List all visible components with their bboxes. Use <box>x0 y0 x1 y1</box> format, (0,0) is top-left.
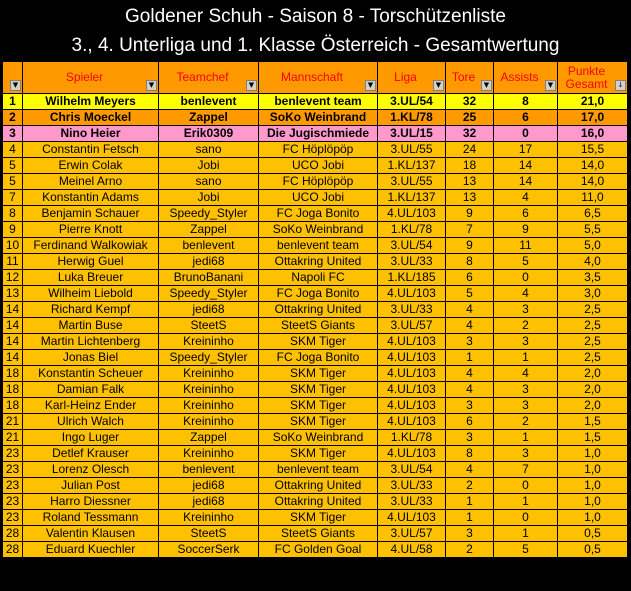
cell-spieler[interactable]: Wilhelm Meyers <box>23 94 159 110</box>
header-label: Tore <box>451 70 476 84</box>
title-line-2: 3., 4. Unterliga und 1. Klasse Österreich - Gesamtwertung <box>71 35 560 56</box>
cell-rank[interactable]: 28 <box>3 526 23 542</box>
header-teamchef[interactable] <box>159 62 259 94</box>
cell-rank[interactable]: 23 <box>3 494 23 510</box>
cell-tore[interactable]: 8 <box>446 254 494 270</box>
table-row <box>3 270 628 286</box>
cell-spieler[interactable]: Chris Moeckel <box>23 110 159 126</box>
cell-tore[interactable]: 7 <box>446 222 494 238</box>
cell-mannschaft[interactable]: SteetS Giants <box>259 318 378 334</box>
table-row <box>3 238 628 254</box>
cell-rank[interactable]: 9 <box>3 222 23 238</box>
cell-mannschaft[interactable]: FC Golden Goal <box>259 542 378 558</box>
cell-punkte[interactable]: 0,5 <box>558 542 628 558</box>
cell-rank[interactable]: 23 <box>3 478 23 494</box>
cell-teamchef[interactable]: Zappel <box>159 110 259 126</box>
cell-punkte[interactable]: 11,0 <box>558 190 628 206</box>
cell-liga[interactable]: 4.UL/103 <box>378 398 446 414</box>
cell-liga[interactable]: 3.UL/33 <box>378 302 446 318</box>
cell-punkte[interactable]: 3,5 <box>558 270 628 286</box>
cell-rank[interactable]: 14 <box>3 318 23 334</box>
cell-teamchef[interactable]: Erik0309 <box>159 126 259 142</box>
header-label: Assists <box>500 70 539 84</box>
cell-punkte[interactable]: 17,0 <box>558 110 628 126</box>
cell-teamchef[interactable]: Kreininho <box>159 398 259 414</box>
cell-teamchef[interactable]: Zappel <box>159 430 259 446</box>
cell-spieler[interactable]: Harro Diessner <box>23 494 159 510</box>
cell-spieler[interactable]: Lorenz Olesch <box>23 462 159 478</box>
header-mannschaft[interactable] <box>259 62 378 94</box>
cell-spieler[interactable]: Detlef Krauser <box>23 446 159 462</box>
cell-liga[interactable]: 4.UL/103 <box>378 382 446 398</box>
cell-rank[interactable]: 4 <box>3 142 23 158</box>
table-row <box>3 542 628 558</box>
cell-mannschaft[interactable]: FC Höplöpöp <box>259 142 378 158</box>
header-label: Teamchef <box>176 70 229 84</box>
cell-tore[interactable]: 6 <box>446 270 494 286</box>
table-row <box>3 350 628 366</box>
cell-mannschaft[interactable]: Ottakring United <box>259 254 378 270</box>
cell-tore[interactable]: 1 <box>446 494 494 510</box>
cell-assists[interactable]: 14 <box>494 174 558 190</box>
cell-teamchef[interactable]: BrunoBanani <box>159 270 259 286</box>
cell-assists[interactable]: 3 <box>494 446 558 462</box>
cell-spieler[interactable]: Konstantin Scheuer <box>23 366 159 382</box>
cell-liga[interactable]: 4.UL/103 <box>378 206 446 222</box>
cell-punkte[interactable]: 14,0 <box>558 174 628 190</box>
cell-rank[interactable]: 14 <box>3 350 23 366</box>
header-label: Punkte Gesamt <box>565 63 608 91</box>
cell-punkte[interactable]: 1,5 <box>558 430 628 446</box>
cell-mannschaft[interactable]: SoKo Weinbrand <box>259 110 378 126</box>
cell-tore[interactable]: 1 <box>446 350 494 366</box>
cell-teamchef[interactable]: Jobi <box>159 158 259 174</box>
table-row <box>3 526 628 542</box>
cell-teamchef[interactable]: jedi68 <box>159 302 259 318</box>
cell-punkte[interactable]: 0,5 <box>558 526 628 542</box>
cell-punkte[interactable]: 5,5 <box>558 222 628 238</box>
cell-assists[interactable]: 2 <box>494 318 558 334</box>
cell-mannschaft[interactable]: benlevent team <box>259 238 378 254</box>
cell-liga[interactable]: 1.KL/137 <box>378 158 446 174</box>
header-rank[interactable] <box>3 62 23 94</box>
cell-mannschaft[interactable]: SKM Tiger <box>259 382 378 398</box>
cell-assists[interactable]: 0 <box>494 126 558 142</box>
cell-mannschaft[interactable]: SteetS Giants <box>259 526 378 542</box>
cell-spieler[interactable]: Ulrich Walch <box>23 414 159 430</box>
table-row <box>3 94 628 110</box>
cell-punkte[interactable]: 21,0 <box>558 94 628 110</box>
cell-mannschaft[interactable]: FC Joga Bonito <box>259 206 378 222</box>
cell-liga[interactable]: 4.UL/103 <box>378 446 446 462</box>
header-spieler[interactable] <box>23 62 159 94</box>
filter-dropdown-icon[interactable]: ▼ <box>246 80 257 91</box>
cell-liga[interactable]: 1.KL/137 <box>378 190 446 206</box>
cell-punkte[interactable]: 1,0 <box>558 462 628 478</box>
cell-mannschaft[interactable]: Die Jugischmiede <box>259 126 378 142</box>
cell-assists[interactable]: 17 <box>494 142 558 158</box>
cell-liga[interactable]: 3.UL/33 <box>378 478 446 494</box>
cell-tore[interactable]: 4 <box>446 382 494 398</box>
cell-tore[interactable]: 13 <box>446 174 494 190</box>
cell-mannschaft[interactable]: SoKo Weinbrand <box>259 430 378 446</box>
cell-punkte[interactable]: 14,0 <box>558 158 628 174</box>
sort-descending-icon[interactable]: ↓ <box>615 80 626 91</box>
cell-teamchef[interactable]: jedi68 <box>159 478 259 494</box>
cell-rank[interactable]: 10 <box>3 238 23 254</box>
cell-rank[interactable]: 7 <box>3 190 23 206</box>
cell-spieler[interactable]: Meinel Arno <box>23 174 159 190</box>
header-label: Mannschaft <box>280 70 344 84</box>
cell-tore[interactable]: 32 <box>446 94 494 110</box>
cell-punkte[interactable]: 2,5 <box>558 302 628 318</box>
cell-liga[interactable]: 3.UL/55 <box>378 174 446 190</box>
cell-mannschaft[interactable]: UCO Jobi <box>259 190 378 206</box>
filter-dropdown-icon[interactable]: ▼ <box>545 80 556 91</box>
cell-teamchef[interactable]: sano <box>159 174 259 190</box>
cell-spieler[interactable]: Nino Heier <box>23 126 159 142</box>
cell-rank[interactable]: 13 <box>3 286 23 302</box>
filter-dropdown-icon[interactable]: ▼ <box>481 80 492 91</box>
cell-mannschaft[interactable]: SKM Tiger <box>259 366 378 382</box>
table-row <box>3 158 628 174</box>
cell-liga[interactable]: 3.UL/57 <box>378 318 446 334</box>
cell-rank[interactable]: 12 <box>3 270 23 286</box>
cell-liga[interactable]: 4.UL/103 <box>378 510 446 526</box>
header-label: Spieler <box>65 70 104 84</box>
cell-mannschaft[interactable]: Ottakring United <box>259 302 378 318</box>
cell-mannschaft[interactable]: SKM Tiger <box>259 446 378 462</box>
table-row <box>3 510 628 526</box>
header-tore[interactable] <box>446 62 494 94</box>
cell-assists[interactable]: 5 <box>494 254 558 270</box>
cell-rank[interactable]: 18 <box>3 366 23 382</box>
cell-tore[interactable]: 9 <box>446 206 494 222</box>
filter-dropdown-icon[interactable]: ▼ <box>365 80 376 91</box>
cell-tore[interactable]: 2 <box>446 478 494 494</box>
cell-liga[interactable]: 3.UL/54 <box>378 238 446 254</box>
cell-spieler[interactable]: Valentin Klausen <box>23 526 159 542</box>
cell-assists[interactable]: 2 <box>494 414 558 430</box>
cell-assists[interactable]: 0 <box>494 478 558 494</box>
cell-liga[interactable]: 3.UL/55 <box>378 142 446 158</box>
cell-spieler[interactable]: Konstantin Adams <box>23 190 159 206</box>
table-row <box>3 494 628 510</box>
cell-rank[interactable]: 23 <box>3 510 23 526</box>
cell-assists[interactable]: 4 <box>494 286 558 302</box>
cell-tore[interactable]: 32 <box>446 126 494 142</box>
cell-tore[interactable]: 25 <box>446 110 494 126</box>
cell-tore[interactable]: 9 <box>446 238 494 254</box>
cell-teamchef[interactable]: benlevent <box>159 94 259 110</box>
cell-liga[interactable]: 4.UL/103 <box>378 414 446 430</box>
cell-mannschaft[interactable]: Napoli FC <box>259 270 378 286</box>
cell-assists[interactable]: 1 <box>494 526 558 542</box>
cell-rank[interactable]: 18 <box>3 382 23 398</box>
table-body <box>3 94 628 558</box>
cell-spieler[interactable]: Martin Lichtenberg <box>23 334 159 350</box>
cell-teamchef[interactable]: SteetS <box>159 318 259 334</box>
table-row <box>3 462 628 478</box>
table-row <box>3 430 628 446</box>
cell-teamchef[interactable]: SoccerSerk <box>159 542 259 558</box>
table-row <box>3 302 628 318</box>
cell-assists[interactable]: 6 <box>494 206 558 222</box>
cell-spieler[interactable]: Richard Kempf <box>23 302 159 318</box>
filter-dropdown-icon[interactable]: ▼ <box>433 80 444 91</box>
table-row <box>3 110 628 126</box>
cell-mannschaft[interactable]: SoKo Weinbrand <box>259 222 378 238</box>
table-row <box>3 286 628 302</box>
cell-tore[interactable]: 18 <box>446 158 494 174</box>
cell-rank[interactable]: 5 <box>3 158 23 174</box>
cell-rank[interactable]: 23 <box>3 462 23 478</box>
cell-rank[interactable]: 11 <box>3 254 23 270</box>
cell-spieler[interactable]: Damian Falk <box>23 382 159 398</box>
cell-assists[interactable]: 3 <box>494 302 558 318</box>
cell-assists[interactable]: 3 <box>494 398 558 414</box>
cell-spieler[interactable]: Julian Post <box>23 478 159 494</box>
cell-liga[interactable]: 4.UL/103 <box>378 366 446 382</box>
cell-punkte[interactable]: 6,5 <box>558 206 628 222</box>
cell-teamchef[interactable]: Speedy_Styler <box>159 206 259 222</box>
cell-liga[interactable]: 4.UL/103 <box>378 334 446 350</box>
cell-assists[interactable]: 9 <box>494 222 558 238</box>
cell-rank[interactable]: 5 <box>3 174 23 190</box>
table-row <box>3 334 628 350</box>
cell-spieler[interactable]: Roland Tessmann <box>23 510 159 526</box>
cell-mannschaft[interactable]: benlevent team <box>259 462 378 478</box>
cell-tore[interactable]: 4 <box>446 462 494 478</box>
table-row <box>3 382 628 398</box>
cell-tore[interactable]: 3 <box>446 398 494 414</box>
cell-spieler[interactable]: Wilheim Liebold <box>23 286 159 302</box>
cell-assists[interactable]: 4 <box>494 366 558 382</box>
cell-mannschaft[interactable]: SKM Tiger <box>259 510 378 526</box>
cell-punkte[interactable]: 2,0 <box>558 366 628 382</box>
cell-assists[interactable]: 4 <box>494 190 558 206</box>
cell-assists[interactable]: 3 <box>494 334 558 350</box>
cell-tore[interactable]: 3 <box>446 430 494 446</box>
cell-punkte[interactable]: 3,0 <box>558 286 628 302</box>
cell-punkte[interactable]: 2,5 <box>558 350 628 366</box>
cell-assists[interactable]: 5 <box>494 542 558 558</box>
table-row <box>3 478 628 494</box>
table-row <box>3 254 628 270</box>
cell-punkte[interactable]: 2,0 <box>558 398 628 414</box>
cell-teamchef[interactable]: Jobi <box>159 190 259 206</box>
cell-rank[interactable]: 3 <box>3 126 23 142</box>
cell-teamchef[interactable]: Zappel <box>159 222 259 238</box>
header-liga[interactable] <box>378 62 446 94</box>
cell-teamchef[interactable]: Kreininho <box>159 446 259 462</box>
cell-teamchef[interactable]: Kreininho <box>159 366 259 382</box>
cell-punkte[interactable]: 1,0 <box>558 510 628 526</box>
cell-assists[interactable]: 7 <box>494 462 558 478</box>
cell-spieler[interactable]: Herwig Guel <box>23 254 159 270</box>
cell-punkte[interactable]: 1,5 <box>558 414 628 430</box>
cell-rank[interactable]: 14 <box>3 302 23 318</box>
cell-teamchef[interactable]: Kreininho <box>159 510 259 526</box>
cell-teamchef[interactable]: benlevent <box>159 462 259 478</box>
cell-teamchef[interactable]: jedi68 <box>159 494 259 510</box>
cell-rank[interactable]: 8 <box>3 206 23 222</box>
cell-mannschaft[interactable]: SKM Tiger <box>259 334 378 350</box>
table-row <box>3 446 628 462</box>
cell-liga[interactable]: 3.UL/54 <box>378 94 446 110</box>
cell-teamchef[interactable]: Kreininho <box>159 334 259 350</box>
cell-assists[interactable]: 1 <box>494 350 558 366</box>
cell-teamchef[interactable]: Speedy_Styler <box>159 350 259 366</box>
cell-spieler[interactable]: Pierre Knott <box>23 222 159 238</box>
cell-teamchef[interactable]: Kreininho <box>159 414 259 430</box>
cell-assists[interactable]: 11 <box>494 238 558 254</box>
cell-assists[interactable]: 0 <box>494 510 558 526</box>
cell-liga[interactable]: 4.UL/58 <box>378 542 446 558</box>
table-row <box>3 398 628 414</box>
table-row <box>3 142 628 158</box>
cell-punkte[interactable]: 16,0 <box>558 126 628 142</box>
filter-dropdown-icon[interactable]: ▼ <box>10 80 21 91</box>
cell-spieler[interactable]: Benjamin Schauer <box>23 206 159 222</box>
cell-tore[interactable]: 5 <box>446 286 494 302</box>
cell-spieler[interactable]: Luka Breuer <box>23 270 159 286</box>
cell-punkte[interactable]: 5,0 <box>558 238 628 254</box>
cell-tore[interactable]: 3 <box>446 334 494 350</box>
cell-punkte[interactable]: 4,0 <box>558 254 628 270</box>
cell-teamchef[interactable]: SteetS <box>159 526 259 542</box>
cell-tore[interactable]: 13 <box>446 190 494 206</box>
cell-mannschaft[interactable]: Ottakring United <box>259 494 378 510</box>
cell-assists[interactable]: 0 <box>494 270 558 286</box>
cell-spieler[interactable]: Ferdinand Walkowiak <box>23 238 159 254</box>
cell-punkte[interactable]: 2,5 <box>558 318 628 334</box>
cell-liga[interactable]: 1.KL/78 <box>378 430 446 446</box>
cell-punkte[interactable]: 15,5 <box>558 142 628 158</box>
cell-mannschaft[interactable]: Ottakring United <box>259 478 378 494</box>
cell-liga[interactable]: 1.KL/185 <box>378 270 446 286</box>
cell-punkte[interactable]: 1,0 <box>558 446 628 462</box>
table-row <box>3 190 628 206</box>
cell-assists[interactable]: 1 <box>494 494 558 510</box>
cell-tore[interactable]: 4 <box>446 366 494 382</box>
cell-teamchef[interactable]: Speedy_Styler <box>159 286 259 302</box>
cell-rank[interactable]: 28 <box>3 542 23 558</box>
cell-tore[interactable]: 6 <box>446 414 494 430</box>
cell-tore[interactable]: 4 <box>446 318 494 334</box>
cell-liga[interactable]: 4.UL/103 <box>378 286 446 302</box>
cell-assists[interactable]: 3 <box>494 382 558 398</box>
cell-rank[interactable]: 21 <box>3 414 23 430</box>
header-punkte[interactable] <box>558 62 628 94</box>
cell-spieler[interactable]: Erwin Colak <box>23 158 159 174</box>
cell-mannschaft[interactable]: UCO Jobi <box>259 158 378 174</box>
cell-assists[interactable]: 6 <box>494 110 558 126</box>
cell-liga[interactable]: 1.KL/78 <box>378 222 446 238</box>
cell-spieler[interactable]: Eduard Kuechler <box>23 542 159 558</box>
header-row <box>3 62 628 94</box>
table-row <box>3 126 628 142</box>
cell-liga[interactable]: 3.UL/57 <box>378 526 446 542</box>
cell-mannschaft[interactable]: SKM Tiger <box>259 414 378 430</box>
cell-tore[interactable]: 24 <box>446 142 494 158</box>
table-row <box>3 174 628 190</box>
cell-tore[interactable]: 3 <box>446 526 494 542</box>
cell-assists[interactable]: 1 <box>494 430 558 446</box>
table-row <box>3 206 628 222</box>
cell-spieler[interactable]: Karl-Heinz Ender <box>23 398 159 414</box>
table-row <box>3 222 628 238</box>
cell-punkte[interactable]: 2,0 <box>558 382 628 398</box>
cell-mannschaft[interactable]: benlevent team <box>259 94 378 110</box>
cell-liga[interactable]: 3.UL/15 <box>378 126 446 142</box>
cell-spieler[interactable]: Ingo Luger <box>23 430 159 446</box>
title-line-1: Goldener Schuh - Saison 8 - Torschützenliste <box>125 6 506 27</box>
cell-rank[interactable]: 18 <box>3 398 23 414</box>
cell-liga[interactable]: 3.UL/33 <box>378 494 446 510</box>
cell-liga[interactable]: 3.UL/33 <box>378 254 446 270</box>
cell-teamchef[interactable]: jedi68 <box>159 254 259 270</box>
table-row <box>3 414 628 430</box>
header-assists[interactable] <box>494 62 558 94</box>
cell-spieler[interactable]: Martin Buse <box>23 318 159 334</box>
cell-spieler[interactable]: Jonas Biel <box>23 350 159 366</box>
cell-teamchef[interactable]: Kreininho <box>159 382 259 398</box>
cell-rank[interactable]: 21 <box>3 430 23 446</box>
cell-teamchef[interactable]: benlevent <box>159 238 259 254</box>
cell-punkte[interactable]: 1,0 <box>558 478 628 494</box>
cell-liga[interactable]: 1.KL/78 <box>378 110 446 126</box>
cell-liga[interactable]: 4.UL/103 <box>378 350 446 366</box>
cell-mannschaft[interactable]: FC Joga Bonito <box>259 286 378 302</box>
cell-rank[interactable]: 2 <box>3 110 23 126</box>
cell-assists[interactable]: 14 <box>494 158 558 174</box>
cell-tore[interactable]: 4 <box>446 302 494 318</box>
cell-mannschaft[interactable]: FC Joga Bonito <box>259 350 378 366</box>
filter-dropdown-icon[interactable]: ▼ <box>146 80 157 91</box>
cell-punkte[interactable]: 1,0 <box>558 494 628 510</box>
cell-liga[interactable]: 3.UL/54 <box>378 462 446 478</box>
cell-teamchef[interactable]: sano <box>159 142 259 158</box>
cell-rank[interactable]: 14 <box>3 334 23 350</box>
cell-mannschaft[interactable]: FC Höplöpöp <box>259 174 378 190</box>
table-row <box>3 366 628 382</box>
cell-rank[interactable]: 23 <box>3 446 23 462</box>
cell-mannschaft[interactable]: SKM Tiger <box>259 398 378 414</box>
cell-spieler[interactable]: Constantin Fetsch <box>23 142 159 158</box>
cell-tore[interactable]: 1 <box>446 510 494 526</box>
cell-tore[interactable]: 2 <box>446 542 494 558</box>
table-row <box>3 318 628 334</box>
header-label: Liga <box>394 70 417 84</box>
scorer-table <box>2 61 628 558</box>
cell-tore[interactable]: 8 <box>446 446 494 462</box>
cell-rank[interactable]: 1 <box>3 94 23 110</box>
cell-assists[interactable]: 8 <box>494 94 558 110</box>
cell-punkte[interactable]: 2,5 <box>558 334 628 350</box>
